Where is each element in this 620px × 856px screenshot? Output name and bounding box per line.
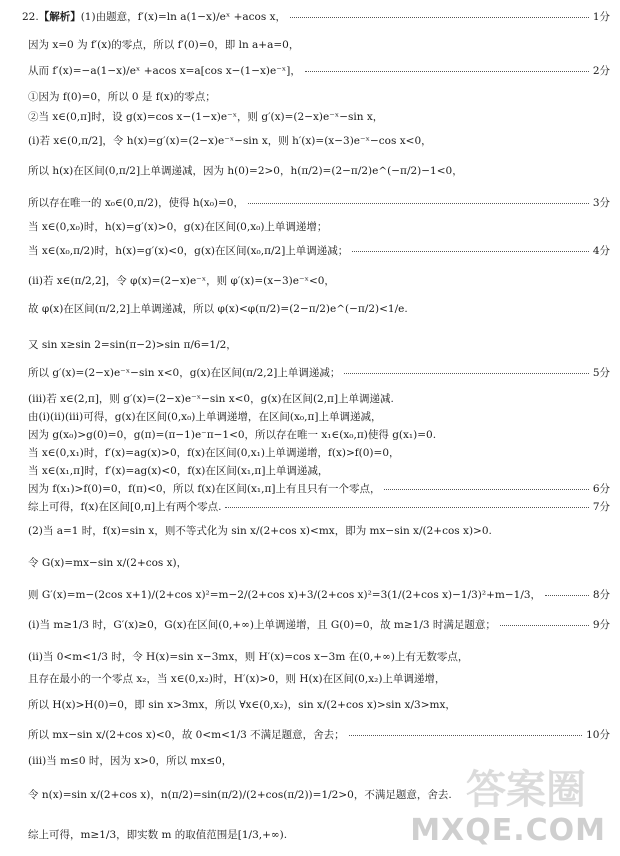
solution-line (28, 40, 610, 51)
line-text: ②当 x∈(0,π]时，设 g(x)=cos x−(1−x)e⁻ˣ，则 g′(x)=(2−x)e⁻ˣ−sin x， (28, 111, 384, 123)
solution-line (28, 558, 610, 569)
solution-line (28, 730, 610, 741)
score-mark: 9分 (592, 619, 610, 631)
solution-line (28, 502, 610, 513)
score-mark: 10分 (586, 729, 610, 741)
solution-line (28, 166, 610, 177)
solution-line (28, 674, 610, 685)
leader-dots (384, 489, 588, 490)
site-watermark (396, 758, 606, 848)
solution-line (28, 412, 610, 423)
solution-line (28, 66, 610, 77)
solution-line (28, 620, 610, 631)
leader-dots (344, 373, 588, 374)
line-text: (1)由题意，f′(x)=ln a(1−x)/eˣ +acos x， (80, 11, 287, 23)
score-mark: 1分 (592, 11, 610, 23)
line-text: 所以 h(x)在区间(0,π/2]上单调递减，因为 h(0)=2>0，h(π/2)=(2−π/2)e^(−π/2)−1<0， (28, 165, 463, 177)
line-text: 当 x∈(x₀,π/2)时，h(x)=g′(x)<0，g(x)在区间(x₀,π/2]上单调递减； (28, 245, 349, 257)
leader-dots (352, 251, 589, 252)
line-text: 当 x∈(0,x₁)时，f′(x)=ag(x)>0，f(x)在区间(0,x₁)上单调递增，f(x)>f(0)=0， (28, 447, 400, 459)
solution-line (28, 340, 610, 351)
line-text: 且存在最小的一个零点 x₂，当 x∈(0,x₂)时，H′(x)>0，则 H(x)在区间(0,x₂)上单调递增， (28, 673, 446, 685)
line-text: 令 n(x)=sin x/(2+cos x)，n(π/2)=sin(π/2)/(2+cos(π/2))=1/2>0，不满足题意，舍去. (28, 789, 452, 801)
line-text: ①因为 f(0)=0，所以 0 是 f(x)的零点； (28, 91, 216, 103)
watermark-logo: 答案圈 (466, 767, 586, 813)
score-mark: 3分 (592, 197, 610, 209)
line-text: 综上可得，f(x)在区间[0,π]上有两个零点. (28, 501, 222, 513)
solution-line (28, 368, 610, 379)
solution-line (28, 394, 610, 405)
line-text: 所以存在唯一的 x₀∈(0,π/2)，使得 h(x₀)=0， (28, 197, 244, 209)
line-text: 从而 f′(x)=−a(1−x)/eˣ +acos x=a[cos x−(1−x)e⁻ˣ]， (28, 65, 301, 77)
solution-line (28, 430, 610, 441)
score-mark: 6分 (592, 483, 610, 495)
solution-line (28, 448, 610, 459)
line-text: 当 x∈(0,x₀)时，h(x)=g′(x)>0，g(x)在区间(0,x₀)上单调递增； (28, 221, 328, 233)
solution-line (28, 276, 610, 287)
leader-dots (500, 625, 589, 626)
solution-line (22, 12, 610, 23)
solution-line (28, 652, 610, 663)
line-text: (ⅲ)当 m≤0 时，因为 x>0，所以 mx≤0， (28, 755, 233, 767)
solution-line (28, 526, 610, 537)
leader-dots (290, 17, 589, 18)
solution-line (28, 112, 610, 123)
problem-number: 22. (22, 11, 39, 23)
line-text: 所以 g′(x)=(2−x)e⁻ˣ−sin x<0，g(x)在区间(π/2,2]上单调递减； (28, 367, 341, 379)
analysis-tag: 【解析】 (38, 11, 81, 23)
leader-dots (225, 507, 588, 508)
solution-line (28, 304, 610, 315)
line-text: 则 G′(x)=m−(2cos x+1)/(2+cos x)²=m−2/(2+cos x)+3/(2+cos x)²=3(1/(2+cos x)−1/3)²+m−1/3， (28, 589, 542, 601)
line-text: (ⅰ)当 m≥1/3 时，G′(x)≥0，G(x)在区间(0,+∞)上单调递增，且 G(0)=0，故 m≥1/3 时满足题意； (28, 619, 496, 631)
line-text: (ⅱ)当 0<m<1/3 时，令 H(x)=sin x−3mx，则 H′(x)=cos x−3m 在(0,+∞)上有无数零点， (28, 651, 469, 663)
line-text: 因为 f(x₁)>f(0)=0，f(π)<0，所以 f(x)在区间(x₁,π]上有且只有一个零点， (28, 483, 381, 495)
line-text: 因为 x=0 为 f′(x)的零点，所以 f′(0)=0，即 ln a+a=0， (28, 39, 300, 51)
line-text: (2)当 a=1 时，f(x)=sin x，则不等式化为 sin x/(2+cos x)<mx，即为 mx−sin x/(2+cos x)>0. (28, 525, 492, 537)
line-text: 所以 mx−sin x/(2+cos x)<0，故 0<m<1/3 不满足题意，舍去； (28, 729, 345, 741)
solution-line (28, 590, 610, 601)
score-mark: 4分 (592, 245, 610, 257)
score-mark: 5分 (592, 367, 610, 379)
line-text: 当 x∈(x₁,π]时，f′(x)=ag(x)<0，f(x)在区间(x₁,π]上单调递减， (28, 465, 329, 477)
line-text: 故 φ(x)在区间(π/2,2]上单调递减，所以 φ(x)<φ(π/2)=(2−π/2)e^(−π/2)<1/e. (28, 303, 408, 315)
leader-dots (248, 203, 589, 204)
solution-line (28, 246, 610, 257)
line-text: 因为 g(x₀)>g(0)=0，g(π)=(π−1)e⁻π−1<0，所以存在唯一 x₁∈(x₀,π)使得 g(x₁)=0. (28, 429, 437, 441)
line-text: (ⅱ)若 x∈(π/2,2]，令 φ(x)=(2−x)e⁻ˣ，则 φ′(x)=(x−3)e⁻ˣ<0， (28, 275, 335, 287)
solution-line (28, 484, 610, 495)
line-text: 综上可得，m≥1/3，即实数 m 的取值范围是[1/3,+∞). (28, 829, 288, 841)
score-mark: 8分 (592, 589, 610, 601)
solution-line (28, 700, 610, 711)
score-mark: 7分 (592, 501, 610, 513)
solution-line (28, 222, 610, 233)
leader-dots (305, 71, 589, 72)
line-text: 所以 H(x)>H(0)=0，即 sin x>3mx，所以 ∀x∈(0,x₂)，sin x/(2+cos x)>sin x/3>mx， (28, 699, 456, 711)
line-text: 由(ⅰ)(ⅱ)(ⅲ)可得，g(x)在区间(0,x₀)上单调递增，在区间(x₀,π]上单调递减， (28, 411, 382, 423)
watermark-url: MXQE.COM (410, 813, 606, 848)
line-text: (ⅲ)若 x∈(2,π]，则 g′(x)=(2−x)e⁻ˣ−sin x<0，g(x)在区间(2,π]上单调递减. (28, 393, 394, 405)
solution-line (28, 92, 610, 103)
leader-dots (349, 735, 583, 736)
score-mark: 2分 (592, 65, 610, 77)
line-text: 又 sin x≥sin 2=sin(π−2)>sin π/6=1/2， (28, 339, 237, 351)
leader-dots (545, 595, 589, 596)
line-text: 令 G(x)=mx−sin x/(2+cos x)， (28, 557, 188, 569)
solution-line (28, 136, 610, 147)
solution-line (28, 198, 610, 209)
solution-line (28, 466, 610, 477)
line-text: (ⅰ)若 x∈(0,π/2]，令 h(x)=g′(x)=(2−x)e⁻ˣ−sin x，则 h′(x)=(x−3)e⁻ˣ−cos x<0， (28, 135, 432, 147)
